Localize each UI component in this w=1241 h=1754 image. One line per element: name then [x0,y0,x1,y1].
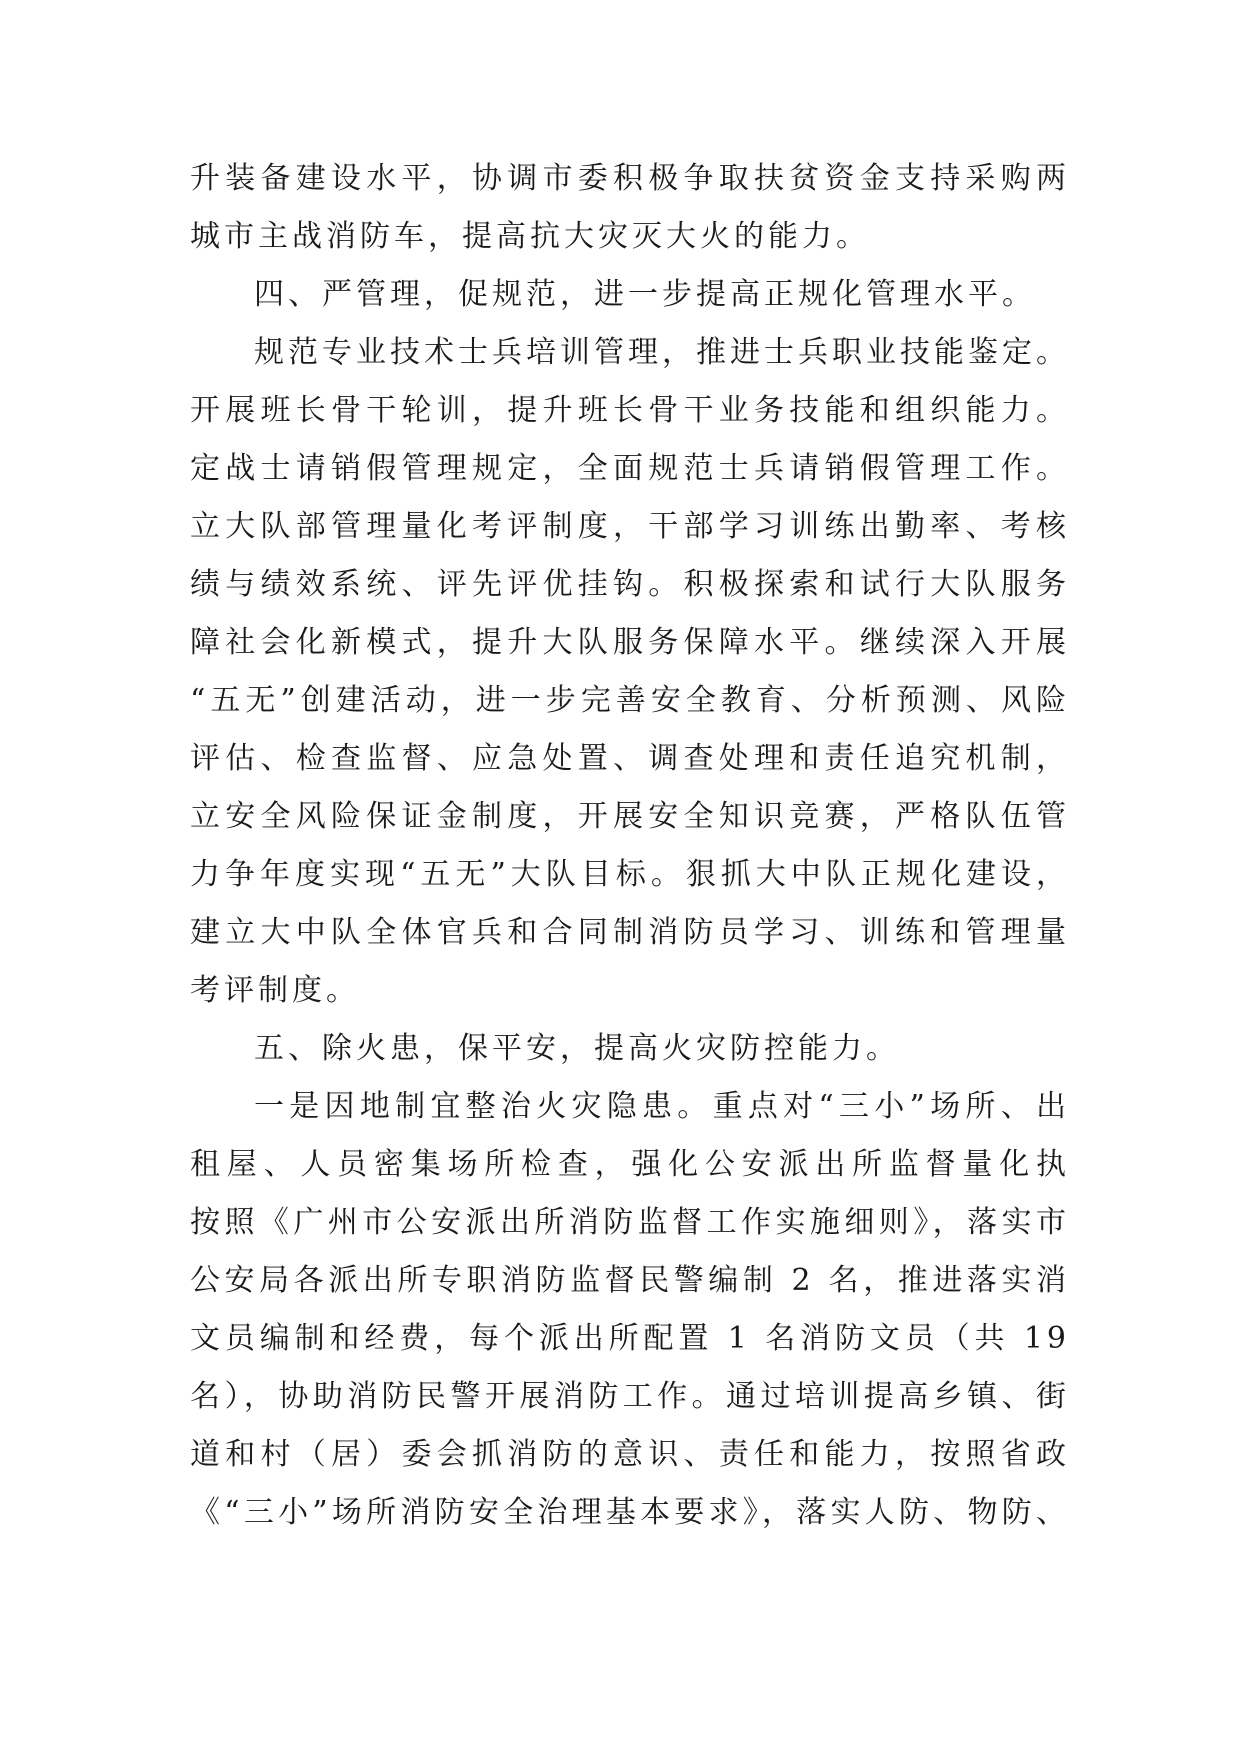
paragraph-line: 文员编制和经费，每个派出所配置 1 名消防文员（共 19 [190,1321,1070,1356]
paragraph-line: 立安全风险保证金制度，开展安全知识竞赛，严格队伍管 [190,799,1070,834]
paragraph-line: 名），协助消防民警开展消防工作。通过培训提高乡镇、街 [190,1379,1070,1414]
paragraph-line: 考评制度。 [190,973,360,1008]
paragraph-line: 租屋、人员密集场所检查，强化公安派出所监督量化执 [190,1147,1070,1182]
body-text [190,150,1070,1542]
paragraph-line: 立大队部管理量化考评制度，干部学习训练出勤率、考核 [190,509,1070,544]
paragraph-line: 城市主战消防车，提高抗大灾灭大火的能力。 [190,219,870,254]
paragraph-line: 规范专业技术士兵培训管理，推进士兵职业技能鉴定。 [254,335,1070,370]
paragraph-line: 一是因地制宜整治火灾隐患。重点对“三小”场所、出 [254,1089,1070,1124]
paragraph-line: 公安局各派出所专职消防监督民警编制 2 名，推进落实消 [190,1263,1070,1298]
paragraph-line: 建立大中队全体官兵和合同制消防员学习、训练和管理量 [190,915,1070,950]
section-heading-4: 四、严管理，促规范，进一步提高正规化管理水平。 [254,277,1036,312]
paragraph-line: “五无”创建活动，进一步完善安全教育、分析预测、风险 [190,683,1070,718]
paragraph-line: 评估、检查监督、应急处置、调查处理和责任追究机制， [190,741,1070,776]
paragraph-line: 定战士请销假管理规定，全面规范士兵请销假管理工作。 [190,451,1070,486]
paragraph-line: 绩与绩效系统、评先评优挂钩。积极探索和试行大队服务 [190,567,1070,602]
paragraph-line: 力争年度实现“五无”大队目标。狠抓大中队正规化建设， [190,857,1070,892]
section-heading-5: 五、除火患，保平安，提高火灾防控能力。 [254,1031,900,1066]
paragraph-line: 障社会化新模式，提升大队服务保障水平。继续深入开展 [190,625,1070,660]
paragraph-line: 道和村（居）委会抓消防的意识、责任和能力，按照省政 [190,1437,1070,1472]
paragraph-line: 《“三小”场所消防安全治理基本要求》，落实人防、物防、 [190,1495,1070,1530]
paragraph-line: 按照《广州市公安派出所消防监督工作实施细则》，落实市 [190,1205,1070,1240]
paragraph-line: 开展班长骨干轮训，提升班长骨干业务技能和组织能力。 [190,393,1070,428]
paragraph-line: 升装备建设水平，协调市委积极争取扶贫资金支持采购两 [190,161,1070,196]
